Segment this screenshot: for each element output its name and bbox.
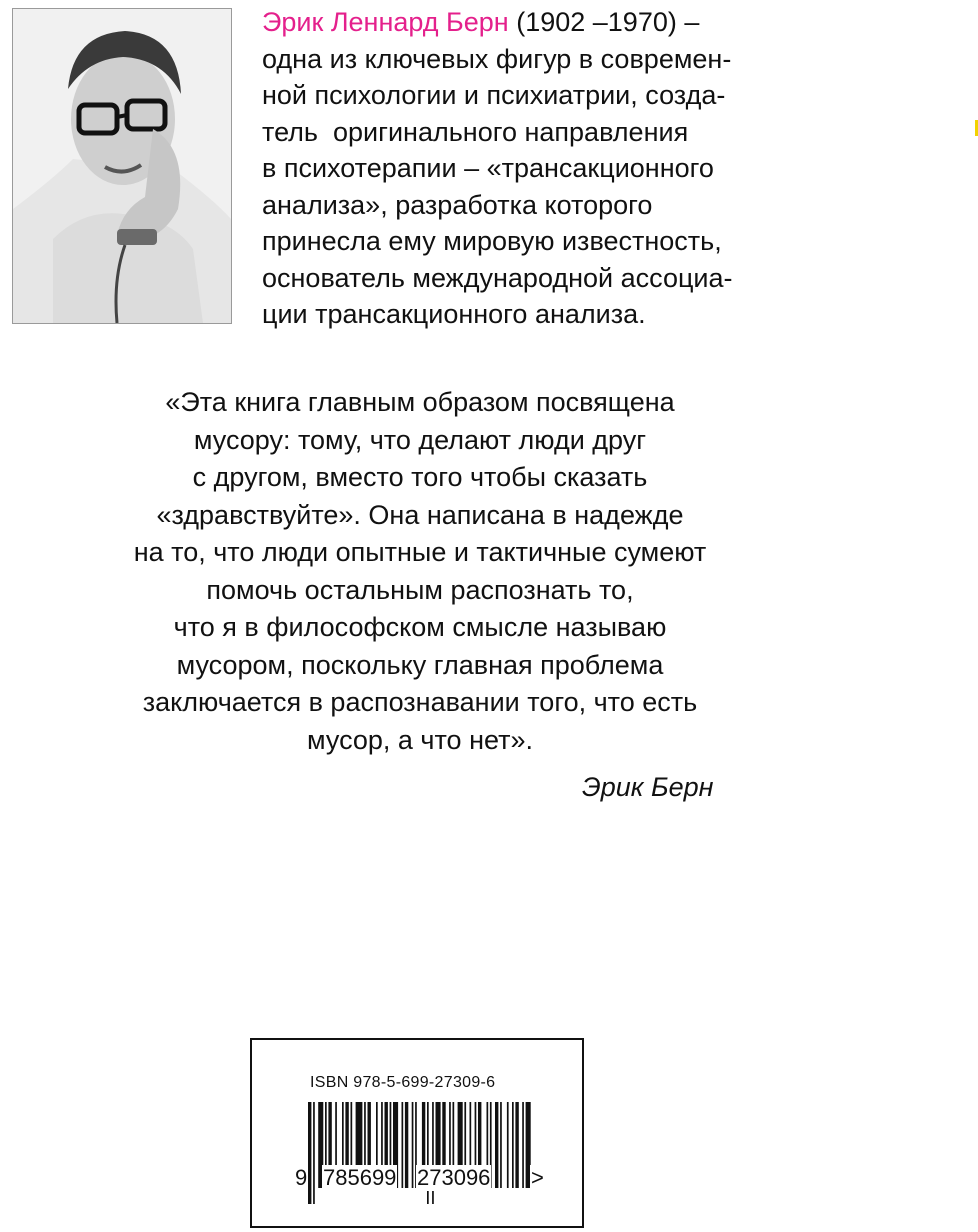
author-photo — [12, 8, 232, 324]
bio-line: анализа», разработка которого — [262, 189, 653, 220]
barcode-bars — [252, 1040, 582, 1226]
quote-line: помочь остальным распознать то, — [206, 574, 634, 605]
bio-line: тель оригинального направления — [262, 116, 689, 147]
quote-line: «Эта книга главным образом посвящена — [165, 387, 675, 417]
barcode-digits-right: 273096 — [417, 1165, 491, 1190]
isbn-barcode-box — [250, 1038, 584, 1228]
quote-line: «здравствуйте». Она написана в надежде — [156, 499, 684, 530]
quote-line: что я в философском смысле называю — [173, 612, 667, 642]
barcode-digits-left: 785699 — [323, 1165, 397, 1190]
bio-line: принесла ему мировую известность, — [262, 226, 722, 256]
quote-line: мусору: тому, что делают люди друг — [193, 424, 647, 455]
barcode-digit-first: 9 — [295, 1165, 308, 1190]
book-quote — [60, 384, 780, 759]
barcode-arrow: > — [531, 1165, 544, 1190]
bio-first-line — [262, 4, 842, 41]
bio-line: в психотерапии – «трансакционного — [262, 153, 714, 183]
quote-line: заключается в распознавании того, что есть — [142, 687, 698, 717]
barcode-digits — [252, 1165, 582, 1195]
quote-line: мусором, поскольку главная проблема — [176, 649, 664, 680]
author-name: Эрик Леннард Берн — [262, 7, 509, 37]
isbn-label: ISBN 978-5-699-27309-6 — [310, 1074, 496, 1091]
bio-line: ной психологии и психиатрии, созда- — [262, 80, 726, 110]
quote-line: с другом, вместо того чтобы сказать — [192, 462, 648, 492]
author-bio — [262, 4, 842, 333]
bio-line: основатель международной ассоциа- — [262, 262, 733, 293]
quote-signature: Эрик Берн — [582, 772, 714, 802]
quote-line: мусор, а что нет». — [307, 724, 533, 755]
quote-line: на то, что люди опытные и тактичные сумеют — [133, 537, 707, 567]
author-portrait-image — [13, 9, 231, 323]
bio-line: одна из ключевых фигур в современ- — [262, 43, 732, 74]
bio-line: ции трансакционного анализа. — [262, 299, 646, 329]
author-dates: (1902 –1970) – — [508, 7, 700, 37]
